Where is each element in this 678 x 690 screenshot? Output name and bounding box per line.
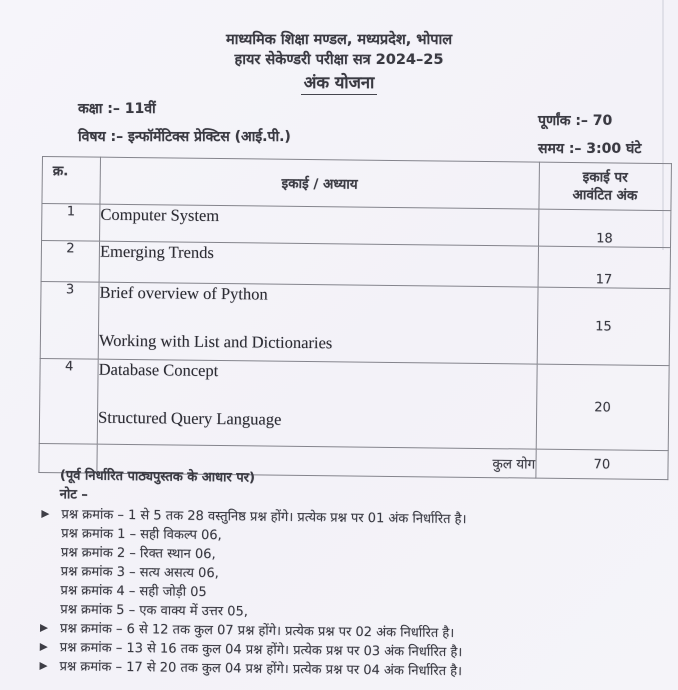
page-title: अंक योजना [301, 73, 378, 95]
unit-name [97, 359, 537, 449]
exam-session: हायर सेकेण्डरी परीक्षा सत्र 2024–25 [234, 52, 444, 68]
header-allotted-marks-line1: इकाई पर [582, 169, 628, 186]
unit-name [99, 241, 538, 287]
row-serial-number: 4 [39, 358, 98, 444]
unit-name-line: Emerging Trends [99, 241, 214, 262]
table-row [41, 241, 670, 289]
row-serial-number: 2 [41, 241, 100, 283]
subject-line: विषय :– इन्फॉर्मेटिक्स प्रेक्टिस (आई.पी.) [78, 129, 291, 145]
bullet-slot [41, 505, 61, 518]
textbook-basis-note: (पूर्व निर्धारित पाठ्यपुस्तक के आधार पर) [59, 468, 256, 486]
header-serial-number: क्र. [42, 157, 101, 205]
bullet-slot [40, 619, 60, 632]
unit-name [100, 204, 539, 246]
marks-value: 20 [536, 364, 669, 450]
total-label: कुल योग [97, 444, 536, 478]
arrow-bullet-icon [40, 643, 48, 651]
row-serial-number: 1 [42, 204, 100, 242]
bullet-slot [40, 638, 60, 651]
max-marks-line: पूर्णांक :– 70 [538, 113, 613, 129]
marks-value: 18 [538, 209, 671, 247]
note-text: प्रश्न क्रमांक 1 – सही विकल्प 06, [61, 526, 222, 544]
unit-name-line: Structured Query Language [98, 407, 282, 429]
document-header [0, 30, 678, 95]
marks-value: 17 [538, 246, 671, 288]
note-text: प्रश्न क्रमांक 5 – एक वाक्य में उत्तर 05, [60, 602, 248, 620]
unit-name-line: Computer System [100, 204, 220, 226]
note-text: प्रश्न क्रमांक 4 – सही जोड़ी 05 [60, 583, 207, 601]
marks-distribution-table [38, 156, 672, 480]
arrow-bullet-icon [40, 662, 48, 670]
arrow-bullet-icon [41, 510, 49, 518]
board-name: माध्यमिक शिक्षा मण्डल, मध्यप्रदेश, भोपाल [225, 32, 453, 48]
row-serial-number: 3 [40, 281, 99, 359]
header-allotted-marks-line2: आवंटित अंक [572, 187, 638, 204]
unit-name-line: Database Concept [98, 359, 219, 381]
table-row [40, 281, 670, 365]
table-row [39, 358, 669, 450]
note-text: प्रश्न क्रमांक – 17 से 20 तक कुल 04 प्रश्न होंगे। प्रत्येक प्रश्न पर 04 अंक निर्धारित है। [59, 659, 463, 680]
header-unit-chapter: इकाई / अध्याय [100, 157, 539, 209]
unit-name [98, 282, 537, 364]
time-line: समय :– 3:00 घंटे [538, 141, 642, 157]
arrow-bullet-icon [40, 624, 48, 632]
class-line: कक्षा :– 11वीं [78, 101, 156, 117]
note-text: प्रश्न क्रमांक 2 – रिक्त स्थान 06, [60, 545, 216, 563]
note-heading: नोट – [59, 487, 88, 503]
header-allotted-marks [539, 162, 672, 210]
total-marks-value: 70 [536, 449, 669, 479]
unit-name-line: Working with List and Dictionaries [98, 330, 333, 353]
note-text: प्रश्न क्रमांक – 1 से 5 तक 28 वस्तुनिष्ठ प्रश्न होंगे। प्रत्येक प्रश्न पर 01 अंक निर्धारित है। [61, 507, 467, 528]
table-header-row [42, 157, 671, 211]
unit-name-line: Brief overview of Python [99, 282, 268, 304]
marks-value: 15 [537, 287, 670, 365]
note-text: प्रश्न क्रमांक 3 – सत्य असत्य 06, [60, 564, 219, 582]
notes-section [39, 466, 648, 683]
bullet-slot [40, 657, 60, 670]
note-text: प्रश्न क्रमांक – 13 से 16 तक कुल 04 प्रश्न होंगे। प्रत्येक प्रश्न पर 03 अंक निर्धारित है। [59, 640, 463, 661]
note-text: प्रश्न क्रमांक – 6 से 12 तक कुल 07 प्रश्न होंगे। प्रत्येक प्रश्न पर 02 अंक निर्धारित है। [59, 621, 455, 642]
